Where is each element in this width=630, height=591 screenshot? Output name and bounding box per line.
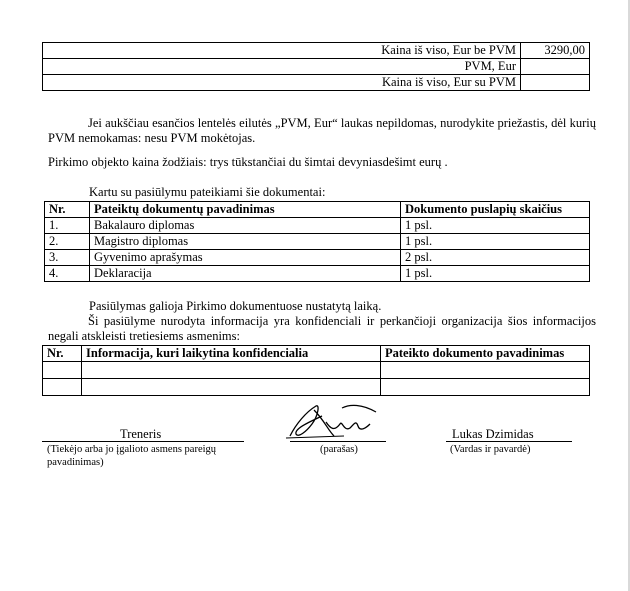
documents-header-row — [45, 202, 590, 218]
header-nr: Nr. — [45, 202, 90, 218]
validity-note: Pasiūlymas galioja Pirkimo dokumentuose nustatytą laiką. — [89, 299, 382, 313]
supplier-caption: (Tiekėjo arba jo įgalioto asmens pareigų pavadinimas) — [47, 444, 217, 468]
doc-pages: 1 psl. — [401, 266, 590, 282]
vat-note: Jei aukščiau esančios lentelės eilutės „PVM, Eur“ laukas nepildomas, nurodykite priežastis, dėl kurių PVM nemokamas: nesu PVM mokėtojas. — [48, 116, 596, 145]
doc-nr: 4. — [45, 266, 90, 282]
header-doc-name: Pateiktų dokumentų pavadinimas — [90, 202, 401, 218]
person-name: Lukas Dzimidas — [452, 427, 534, 441]
doc-name: Gyvenimo aprašymas — [90, 250, 401, 266]
price-value — [521, 59, 590, 75]
doc-pages: 2 psl. — [401, 250, 590, 266]
price-table — [42, 42, 590, 91]
header-nr: Nr. — [43, 346, 82, 362]
table-row — [45, 234, 590, 250]
price-row-net — [43, 43, 590, 59]
conf-info — [82, 362, 381, 379]
conf-nr — [43, 362, 82, 379]
person-caption: (Vardas ir pavardė) — [450, 444, 531, 455]
header-document-name: Pateikto dokumento pavadinimas — [381, 346, 590, 362]
table-row — [45, 250, 590, 266]
header-page-count: Dokumento puslapių skaičius — [401, 202, 590, 218]
doc-nr: 2. — [45, 234, 90, 250]
documents-table — [44, 201, 590, 282]
doc-nr: 3. — [45, 250, 90, 266]
conf-doc — [381, 362, 590, 379]
price-value: 3290,00 — [521, 43, 590, 59]
table-row — [45, 218, 590, 234]
conf-doc — [381, 379, 590, 396]
header-confidential-info: Informacija, kuri laikytina konfidencialia — [82, 346, 381, 362]
supplier-signature-line — [42, 441, 244, 442]
signature-line — [290, 441, 386, 442]
price-label: Kaina iš viso, Eur su PVM — [43, 75, 521, 91]
price-in-words: Pirkimo objekto kaina žodžiais: trys tūkstančiai du šimtai devyniasdešimt eurų . — [48, 155, 448, 169]
confidential-table — [42, 345, 590, 396]
signature-caption: (parašas) — [320, 444, 358, 455]
price-value — [521, 75, 590, 91]
signature-image — [284, 402, 384, 442]
table-row — [43, 379, 590, 396]
doc-pages: 1 psl. — [401, 218, 590, 234]
doc-name: Bakalauro diplomas — [90, 218, 401, 234]
table-row — [45, 266, 590, 282]
price-row-vat — [43, 59, 590, 75]
conf-nr — [43, 379, 82, 396]
price-row-gross — [43, 75, 590, 91]
doc-name: Deklaracija — [90, 266, 401, 282]
conf-info — [82, 379, 381, 396]
price-label: PVM, Eur — [43, 59, 521, 75]
confidential-header-row — [43, 346, 590, 362]
person-signature-line — [446, 441, 572, 442]
documents-intro: Kartu su pasiūlymu pateikiami šie dokumentai: — [89, 185, 326, 199]
price-label: Kaina iš viso, Eur be PVM — [43, 43, 521, 59]
confidential-note: Ši pasiūlyme nurodyta informacija yra konfidenciali ir perkančioji organizacija šios informacijos negali atskleisti tretiesiems asmenims: — [48, 314, 596, 343]
doc-name: Magistro diplomas — [90, 234, 401, 250]
doc-pages: 1 psl. — [401, 234, 590, 250]
table-row — [43, 362, 590, 379]
supplier-name: Treneris — [120, 427, 162, 441]
doc-nr: 1. — [45, 218, 90, 234]
